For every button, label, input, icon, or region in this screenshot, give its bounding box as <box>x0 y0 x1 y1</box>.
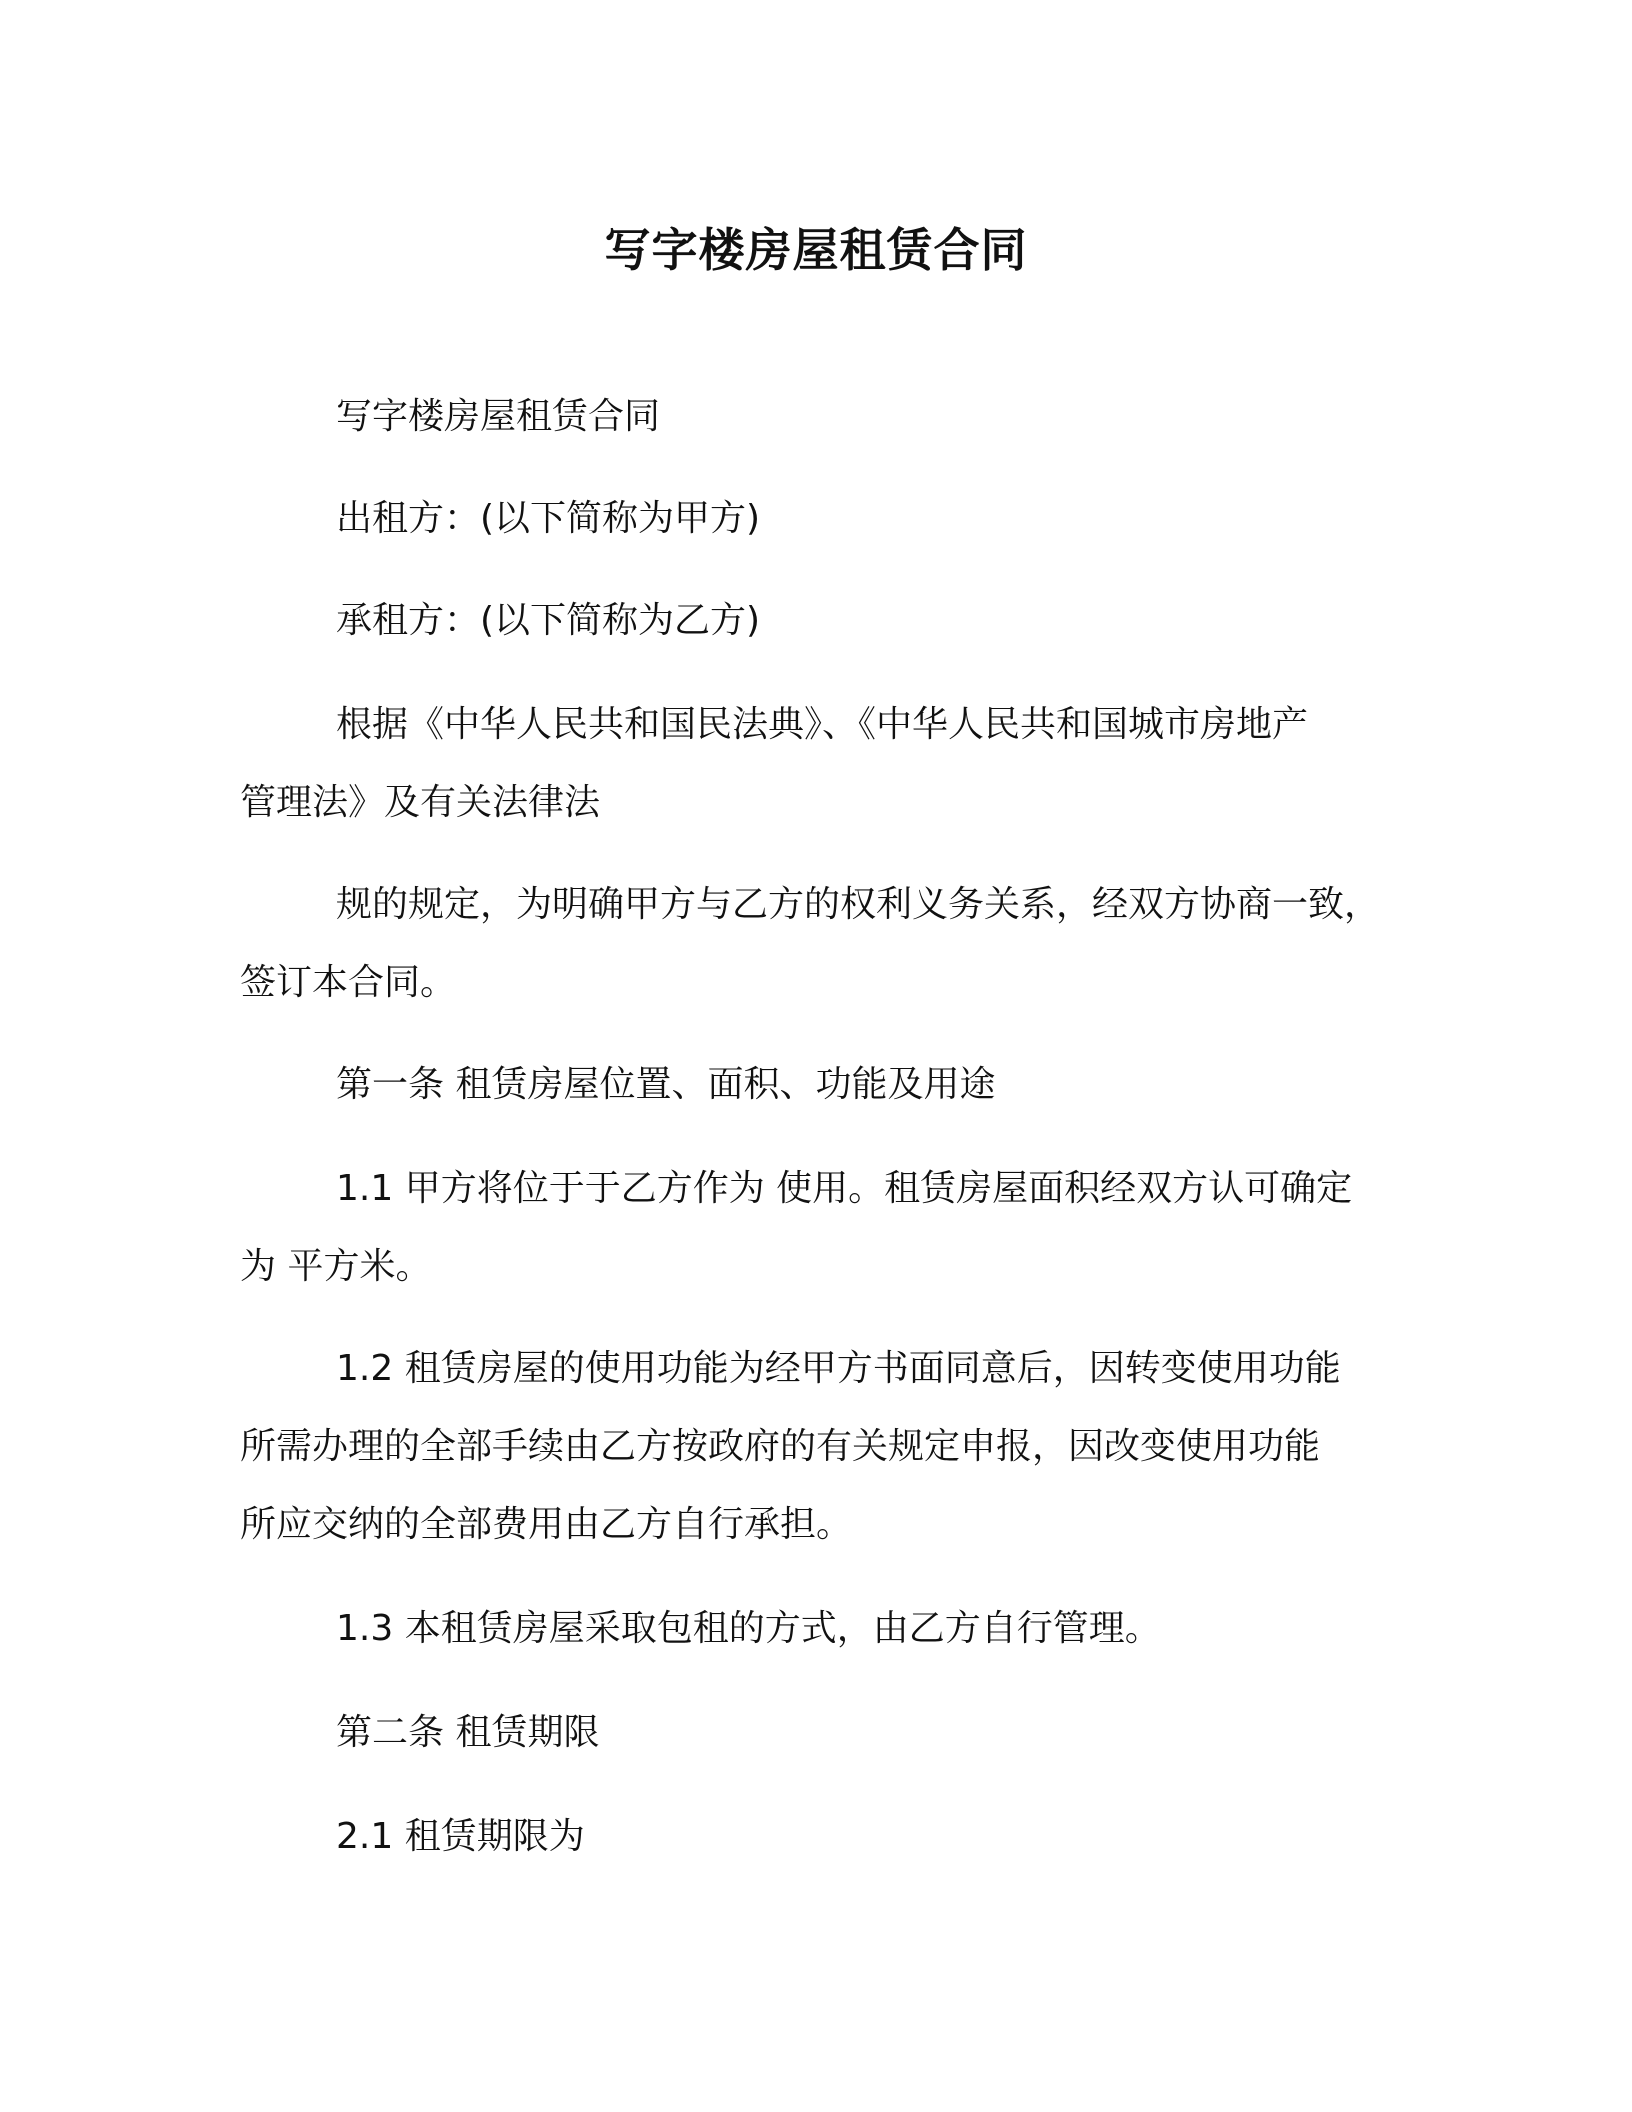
article2-heading-paragraph <box>240 1694 1400 1772</box>
clause-1-2-line-2: 所需办理的全部手续由乙方按政府的有关规定申报，因改变使用功能 <box>240 1426 1321 1467</box>
lessor-paragraph <box>240 480 1400 558</box>
clause-2-1-line: 2.1 租赁期限为 <box>336 1816 585 1857</box>
article2-heading: 第二条 租赁期限 <box>336 1712 600 1753</box>
preamble-line-2: 管理法》及有关法律法 <box>240 782 601 823</box>
clause-2-1-paragraph <box>240 1798 1400 1876</box>
preamble2-line-1: 规的规定，为明确甲方与乙方的权利义务关系，经双方协商一致， <box>336 884 1381 925</box>
lessee-paragraph <box>240 582 1400 660</box>
article1-heading: 第一条 租赁房屋位置、面积、功能及用途 <box>336 1064 996 1105</box>
clause-1-1-line-2: 为 平方米。 <box>240 1246 432 1287</box>
preamble-line-1: 根据《中华人民共和国民法典》、《中华人民共和国城市房地产 <box>336 704 1309 745</box>
clause-1-3-line: 1.3 本租赁房屋采取包租的方式，由乙方自行管理。 <box>336 1608 1161 1649</box>
preamble2-paragraph <box>240 866 1400 1022</box>
lessee-line: 承租方：(以下简称为乙方) <box>336 600 761 641</box>
article1-heading-paragraph <box>240 1046 1400 1124</box>
subtitle-line: 写字楼房屋租赁合同 <box>336 396 661 437</box>
clause-1-2-paragraph <box>240 1330 1400 1564</box>
clause-1-2-line-1: 1.2 租赁房屋的使用功能为经甲方书面同意后，因转变使用功能 <box>336 1348 1341 1389</box>
clause-1-1-paragraph <box>240 1150 1400 1306</box>
document-title: 写字楼房屋租赁合同 <box>604 223 1028 277</box>
preamble2-line-2: 签订本合同。 <box>240 962 457 1003</box>
clause-1-1-line-1: 1.1 甲方将位于于乙方作为 使用。租赁房屋面积经双方认可确定 <box>336 1168 1353 1209</box>
preamble-paragraph <box>240 686 1400 842</box>
clause-1-2-line-3: 所应交纳的全部费用由乙方自行承担。 <box>240 1504 853 1545</box>
clause-1-3-paragraph <box>240 1590 1400 1668</box>
lessor-line: 出租方：(以下简称为甲方) <box>336 498 761 539</box>
subtitle-paragraph <box>240 378 1400 456</box>
